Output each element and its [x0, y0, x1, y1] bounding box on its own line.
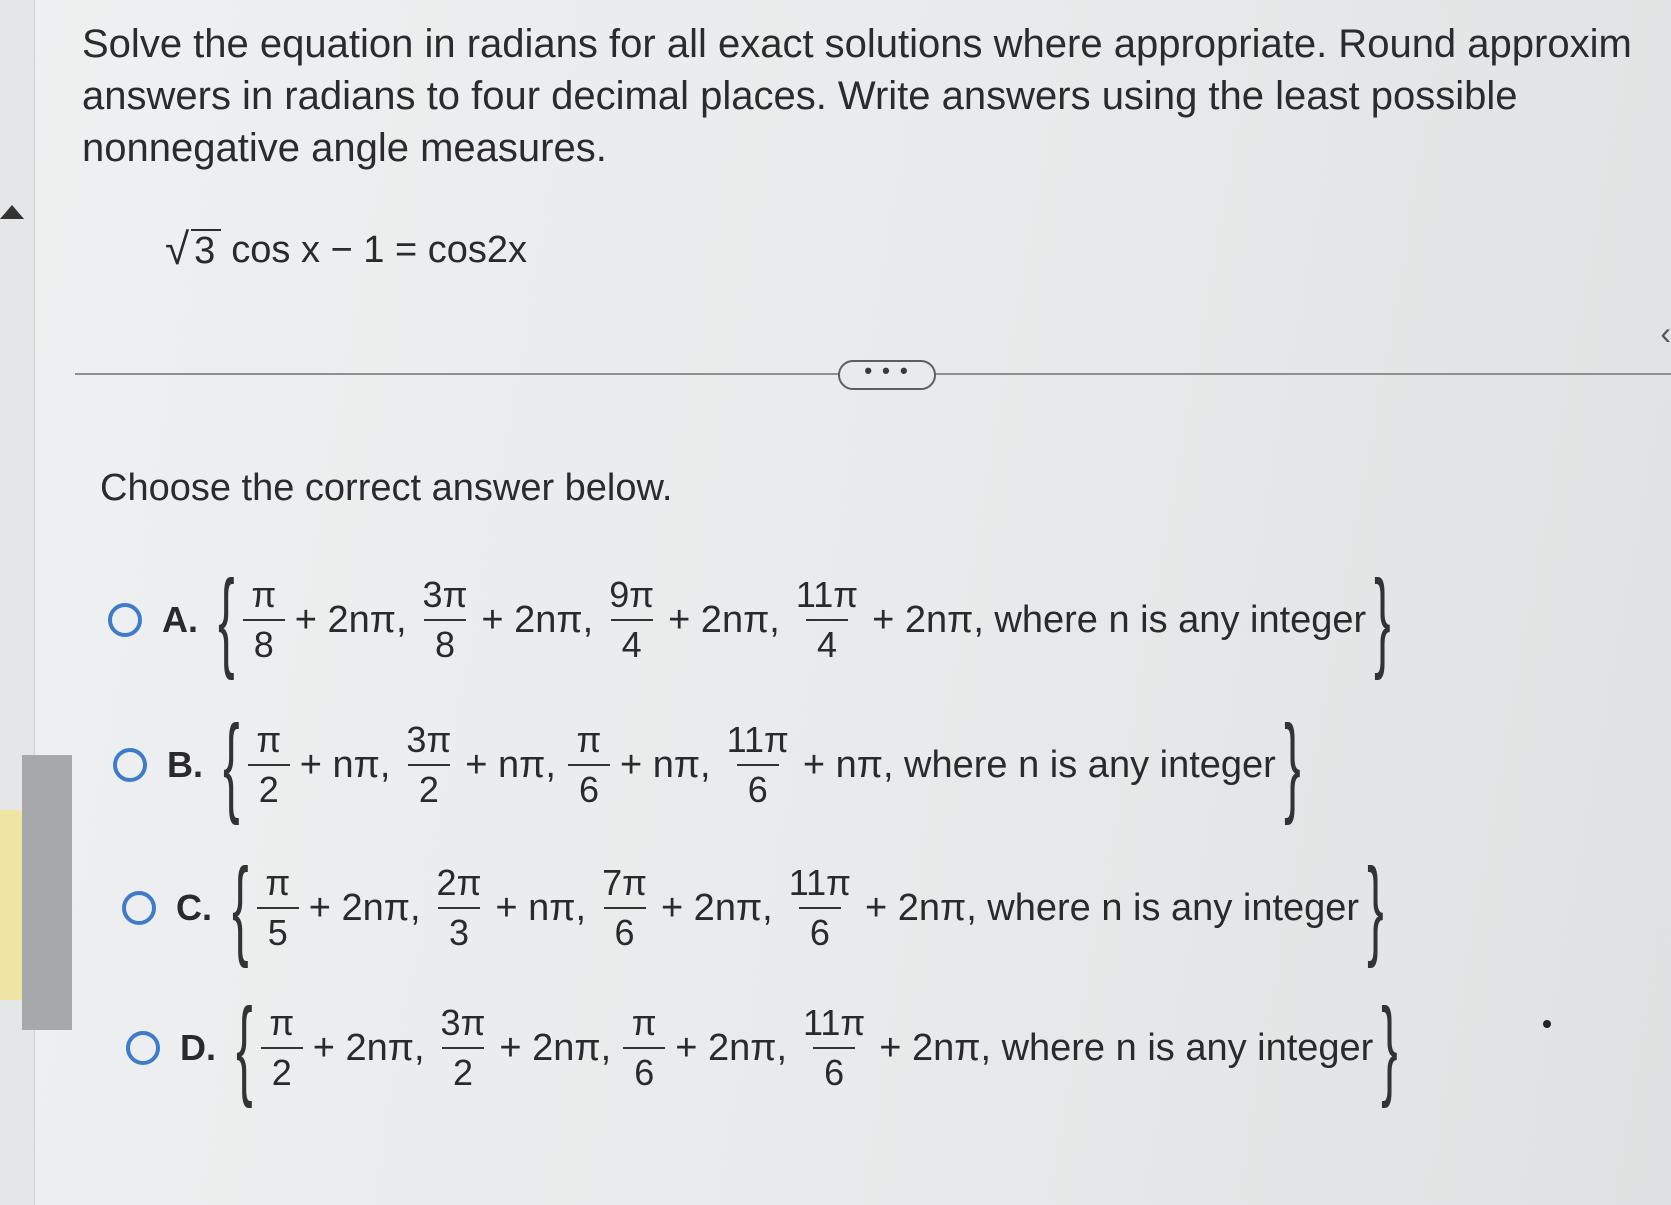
term-addend: + nπ, — [465, 743, 556, 786]
fraction-numerator: 9π — [609, 574, 655, 615]
term-addend: + nπ, — [495, 886, 587, 929]
fraction-denominator: 6 — [737, 764, 779, 810]
fraction-denominator: 2 — [408, 764, 450, 810]
term-addend: + 2nπ, — [499, 1026, 612, 1069]
more-button[interactable]: • • • — [838, 360, 936, 390]
fraction-numerator: π — [269, 1002, 295, 1043]
fraction-numerator: 11π — [788, 862, 851, 903]
fraction — [257, 863, 299, 953]
scrollbar-thumb[interactable] — [22, 755, 72, 1030]
fraction-denominator: 8 — [424, 619, 466, 665]
close-brace: } — [1367, 846, 1384, 969]
fraction — [402, 720, 455, 810]
question-text: Solve the equation in radians for all exact solutions where appropriate. Round approxim answers in radians to four decimal places. Write answers using the least possible nonnegative angle measures. — [82, 22, 1632, 170]
fraction — [243, 575, 285, 665]
term-addend: + nπ, — [619, 743, 711, 786]
fraction-numerator: 11π — [803, 1002, 866, 1043]
fraction-denominator: 6 — [799, 907, 841, 953]
option-d[interactable] — [126, 986, 1400, 1109]
chevron-left-icon[interactable]: ‹ — [1660, 315, 1671, 351]
close-brace: } — [1381, 986, 1398, 1109]
term-addend: + 2nπ, — [675, 1026, 787, 1069]
fraction-numerator: π — [256, 719, 282, 760]
fraction-numerator: 11π — [795, 574, 859, 615]
open-brace: { — [236, 986, 253, 1109]
fraction-denominator: 5 — [257, 907, 299, 953]
fraction-numerator: π — [265, 862, 291, 903]
option-letter: A. — [162, 599, 198, 640]
option-letter: C. — [176, 887, 212, 928]
fraction — [261, 1003, 303, 1093]
fraction-numerator: 2π — [436, 862, 482, 903]
fraction — [248, 720, 290, 810]
fraction — [605, 575, 658, 665]
fraction-numerator: 3π — [422, 574, 468, 615]
radio-button[interactable] — [113, 748, 147, 782]
stray-dot — [1543, 1020, 1551, 1028]
fraction-denominator: 2 — [261, 1047, 303, 1093]
radio-button[interactable] — [126, 1031, 160, 1065]
fraction-numerator: π — [251, 574, 277, 615]
fraction-denominator: 2 — [442, 1047, 484, 1093]
fraction — [419, 575, 472, 665]
close-brace: } — [1374, 558, 1391, 681]
fraction-denominator: 6 — [604, 907, 646, 953]
option-letter: B. — [167, 744, 203, 785]
option-letter: D. — [180, 1027, 216, 1068]
fraction-numerator: 3π — [406, 719, 452, 760]
term-addend: + 2nπ, where n is any integer — [879, 1026, 1374, 1069]
term-addend: + 2nπ, where n is any integer — [864, 886, 1360, 929]
fraction — [799, 1003, 869, 1093]
sqrt-radicand: 3 — [191, 229, 221, 271]
equation-rest: cos x − 1 = cos2x — [231, 228, 528, 271]
collapse-caret-icon[interactable] — [0, 205, 24, 219]
option-a[interactable] — [108, 558, 1393, 681]
term-addend: + 2nπ, — [660, 886, 773, 929]
open-brace: { — [223, 703, 240, 826]
term-addend: + nπ, where n is any integer — [802, 743, 1276, 786]
sqrt-symbol: √ — [165, 225, 190, 274]
fraction-denominator: 3 — [438, 907, 480, 953]
fraction — [598, 863, 651, 953]
prompt-text: Choose the correct answer below. — [100, 467, 673, 509]
term-addend: + 2nπ, — [308, 886, 421, 929]
term-addend: + 2nπ, where n is any integer — [872, 598, 1367, 641]
fraction — [792, 575, 862, 665]
open-brace: { — [232, 846, 249, 969]
fraction-numerator: π — [631, 1002, 657, 1043]
option-b[interactable] — [113, 703, 1303, 826]
fraction — [437, 1003, 490, 1093]
open-brace: { — [218, 558, 235, 681]
fraction-numerator: 3π — [440, 1002, 486, 1043]
fraction-denominator: 6 — [813, 1047, 855, 1093]
term-addend: + 2nπ, — [312, 1026, 425, 1069]
equation — [165, 225, 527, 275]
fraction — [785, 863, 855, 953]
fraction-denominator: 4 — [806, 619, 848, 665]
term-addend: + 2nπ, — [668, 598, 780, 641]
fraction-denominator: 6 — [568, 764, 610, 810]
fraction — [723, 720, 793, 810]
close-brace: } — [1283, 703, 1301, 826]
fraction-numerator: 7π — [602, 862, 647, 903]
fraction-denominator: 8 — [243, 619, 285, 665]
fraction-denominator: 6 — [623, 1047, 665, 1093]
term-addend: + 2nπ, — [294, 598, 407, 641]
radio-button[interactable] — [108, 603, 142, 637]
fraction-denominator: 4 — [611, 619, 653, 665]
fraction — [433, 863, 486, 953]
rail-highlight — [0, 810, 22, 1000]
fraction-denominator: 2 — [248, 764, 290, 810]
fraction — [568, 720, 610, 810]
fraction — [623, 1003, 665, 1093]
fraction-numerator: 11π — [726, 719, 789, 760]
radio-button[interactable] — [122, 891, 156, 925]
option-c[interactable] — [122, 846, 1386, 969]
term-addend: + nπ, — [299, 743, 391, 786]
fraction-numerator: π — [576, 719, 602, 760]
term-addend: + 2nπ, — [481, 598, 594, 641]
